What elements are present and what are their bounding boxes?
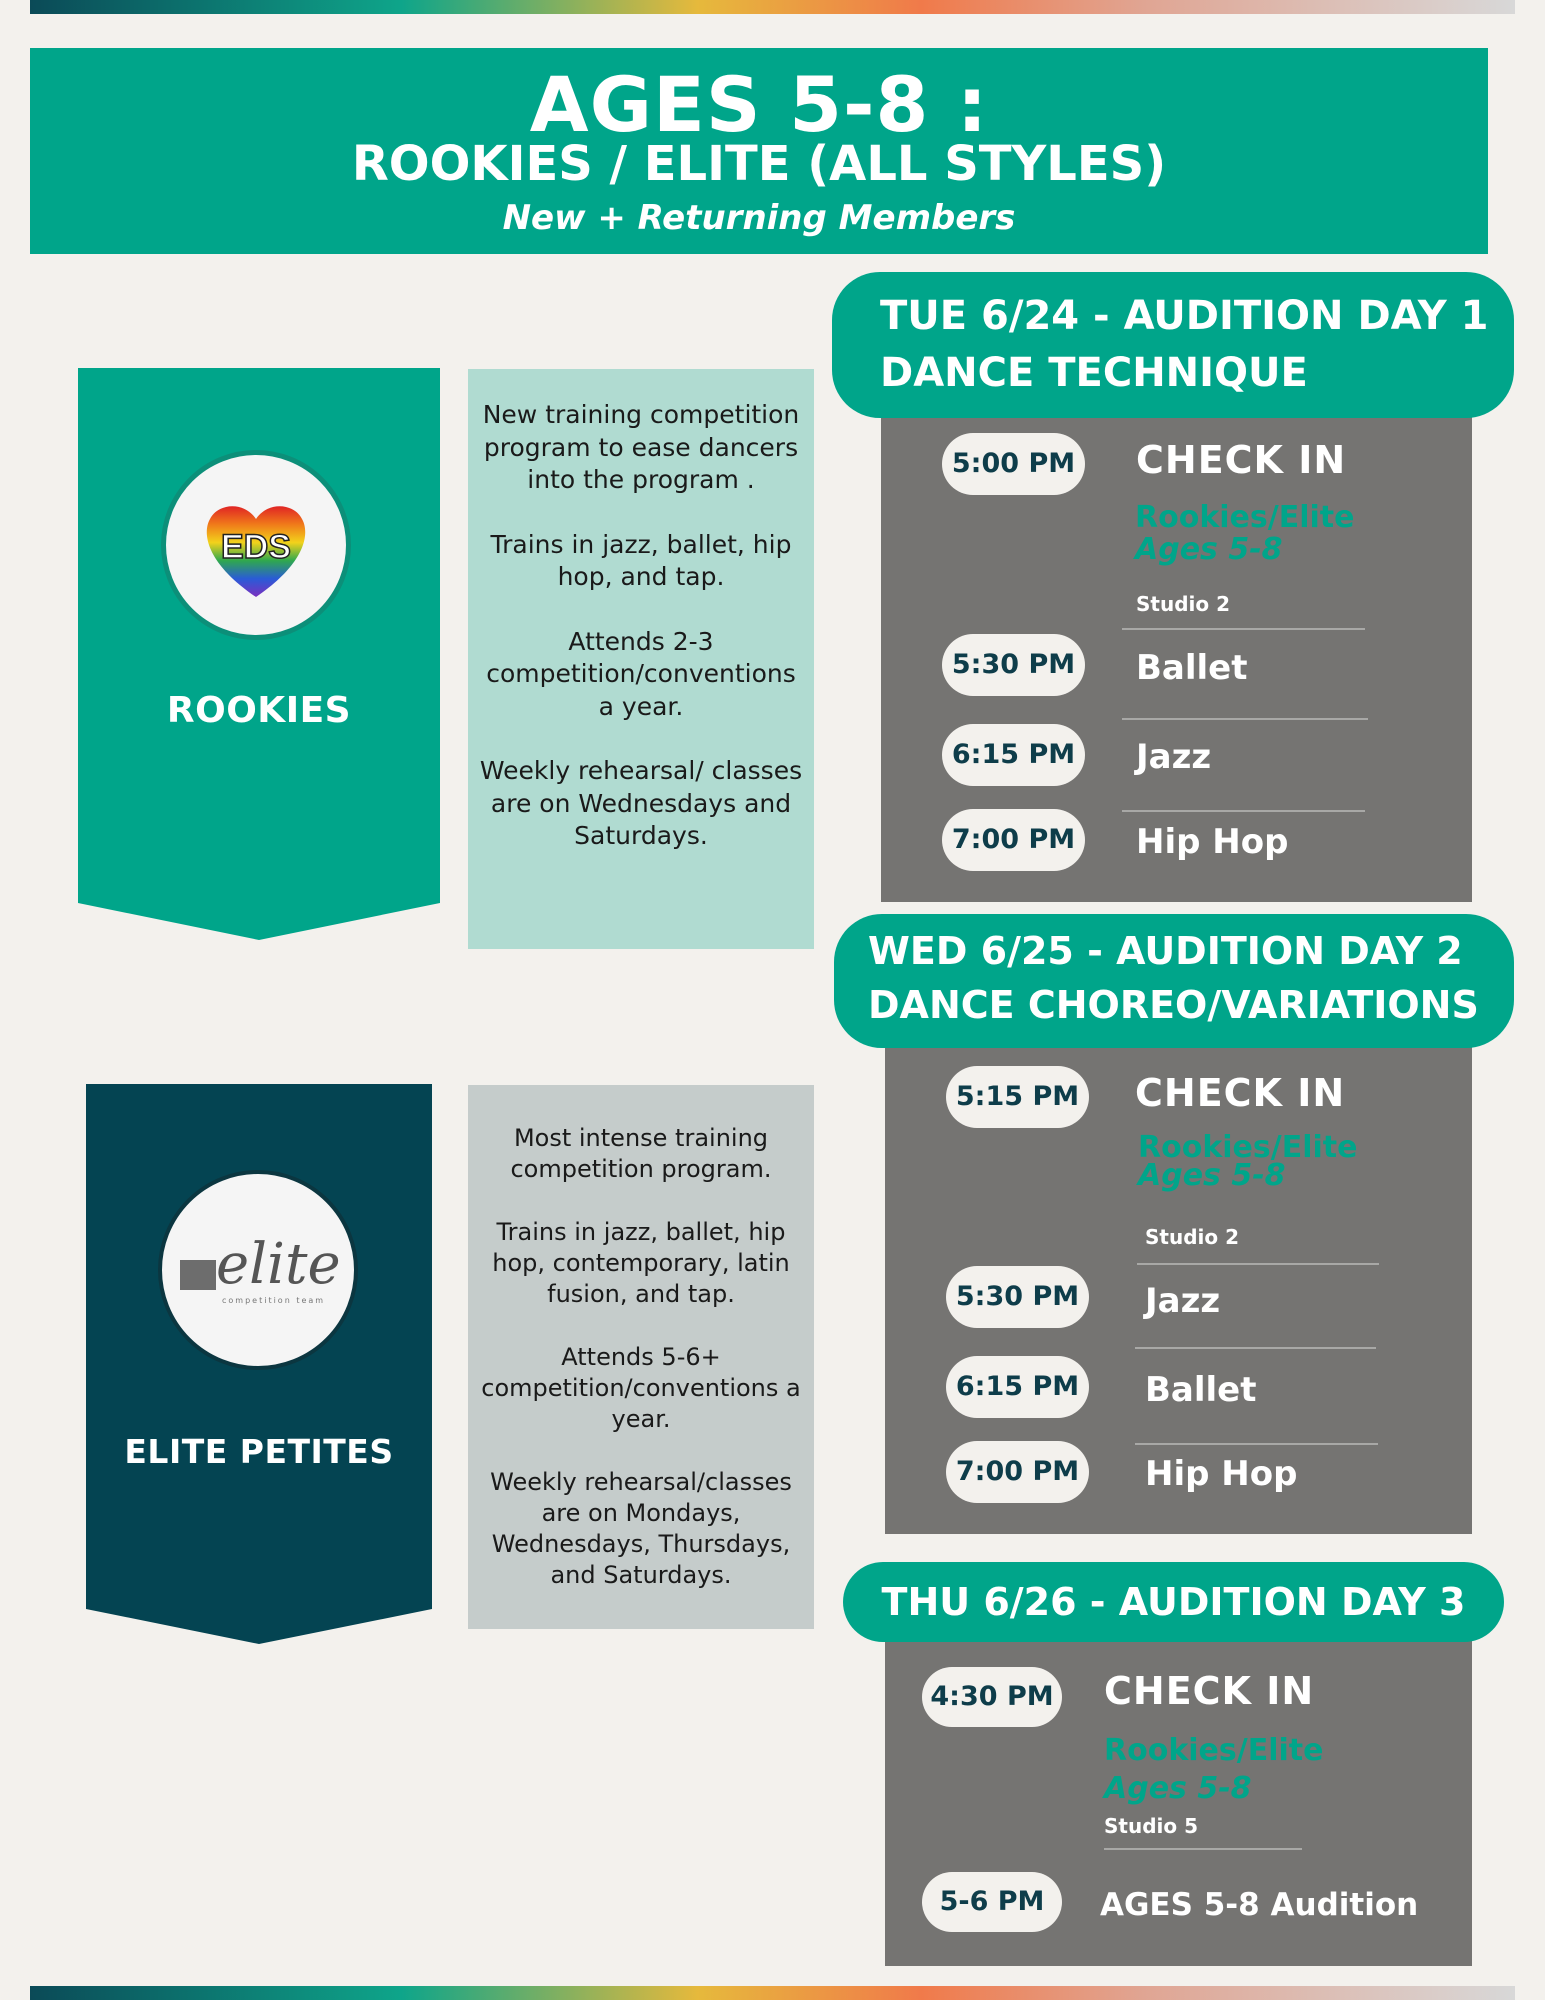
day3-studio: Studio 5 — [1104, 1814, 1198, 1838]
elite-desc-1: Most intense training competition program. — [510, 1124, 772, 1183]
day2-class3-time: 7:00 PM — [946, 1441, 1089, 1503]
day3-class1-name: AGES 5-8 Audition — [1100, 1887, 1419, 1923]
rookies-banner — [78, 368, 440, 940]
day1-class2-name: Jazz — [1136, 737, 1212, 777]
day1-divider-2 — [1122, 718, 1368, 720]
day3-heading-line1: THU 6/26 - AUDITION DAY 3 — [881, 1580, 1466, 1624]
day2-group-line2: Ages 5-8 — [1138, 1158, 1286, 1193]
day3-checkin-label: CHECK IN — [1104, 1669, 1315, 1713]
page-subtitle: ROOKIES / ELITE (ALL STYLES) — [351, 136, 1167, 192]
day1-heading — [832, 272, 1514, 418]
rookies-label: ROOKIES — [166, 690, 352, 731]
day2-class3-name: Hip Hop — [1145, 1454, 1298, 1494]
page-header — [30, 48, 1488, 254]
day1-studio: Studio 2 — [1136, 592, 1230, 616]
rookies-desc-3: Attends 2-3 competition/conventions a year. — [486, 626, 796, 721]
page-tagline: New + Returning Members — [502, 198, 1016, 238]
day1-class1-name: Ballet — [1136, 648, 1248, 688]
day1-divider-1 — [1122, 628, 1365, 630]
elite-logo-mark-icon — [180, 1260, 216, 1290]
day3-group-line2: Ages 5-8 — [1104, 1771, 1252, 1806]
elite-desc-3: Attends 5-6+ competition/conventions a year. — [481, 1343, 801, 1433]
rookies-logo-text: EDS — [221, 528, 291, 566]
day1-heading-line1: TUE 6/24 - AUDITION DAY 1 — [880, 293, 1489, 339]
day2-class1-time: 5:30 PM — [946, 1266, 1089, 1328]
day1-class3-time: 7:00 PM — [942, 809, 1085, 871]
day1-checkin-label: CHECK IN — [1136, 438, 1347, 482]
day2-divider-3 — [1135, 1443, 1378, 1445]
day1-divider-3 — [1122, 810, 1365, 812]
rookies-description — [468, 369, 814, 949]
day2-divider-2 — [1135, 1347, 1376, 1349]
day2-class1-name: Jazz — [1145, 1281, 1221, 1321]
day3-checkin-time: 4:30 PM — [922, 1667, 1062, 1727]
elite-desc-2: Trains in jazz, ballet, hip hop, contemporary, latin fusion, and tap. — [492, 1218, 790, 1308]
day1-checkin-time: 5:00 PM — [942, 433, 1085, 495]
elite-desc-4: Weekly rehearsal/classes are on Mondays, Wednesdays, Thursdays, and Saturdays. — [490, 1468, 792, 1589]
day2-class2-time: 6:15 PM — [946, 1356, 1089, 1418]
bottom-gradient-bar — [30, 1986, 1515, 2000]
day3-group-line1: Rookies/Elite — [1104, 1733, 1324, 1768]
day2-heading-line2: DANCE CHOREO/VARIATIONS — [868, 983, 1479, 1027]
day1-group-line1: Rookies/Elite — [1135, 500, 1355, 535]
day2-divider-1 — [1137, 1263, 1379, 1265]
day1-group-line2: Ages 5-8 — [1135, 532, 1283, 567]
rookies-logo — [161, 450, 351, 640]
elite-logo — [158, 1170, 358, 1370]
page-title: AGES 5-8 : — [529, 60, 989, 149]
day2-checkin-label: CHECK IN — [1135, 1071, 1346, 1115]
day2-checkin-time: 5:15 PM — [946, 1066, 1089, 1128]
day2-studio: Studio 2 — [1145, 1225, 1239, 1249]
day3-divider-1 — [1104, 1848, 1302, 1850]
elite-description — [468, 1085, 814, 1629]
day3-class1-time: 5-6 PM — [922, 1872, 1062, 1932]
elite-logo-text: elite — [216, 1232, 341, 1297]
day3-group — [1104, 1732, 1323, 1808]
day1-class1-time: 5:30 PM — [942, 634, 1085, 696]
day1-class3-name: Hip Hop — [1136, 822, 1289, 862]
day2-class2-name: Ballet — [1145, 1370, 1257, 1410]
day2-heading — [834, 914, 1514, 1048]
rainbow-heart-icon — [166, 455, 346, 635]
day3-heading — [843, 1562, 1504, 1642]
elite-banner — [86, 1084, 432, 1644]
top-gradient-bar — [30, 0, 1515, 14]
rookies-desc-4: Weekly rehearsal/ classes are on Wednesdays and Saturdays. — [479, 756, 803, 850]
elite-logo-subtext: competition team — [222, 1296, 326, 1305]
rookies-desc-2: Trains in jazz, ballet, hip hop, and tap. — [490, 529, 792, 591]
day2-group-line1: Rookies/Elite — [1138, 1130, 1358, 1165]
day1-class2-time: 6:15 PM — [942, 724, 1085, 786]
day1-heading-line2: DANCE TECHNIQUE — [880, 350, 1308, 396]
day2-heading-line1: WED 6/25 - AUDITION DAY 2 — [868, 929, 1463, 973]
rookies-desc-1: New training competition program to ease dancers into the program . — [482, 400, 800, 494]
day1-group — [1135, 502, 1354, 566]
day2-group — [1138, 1130, 1358, 1193]
elite-label: ELITE PETITES — [124, 1432, 394, 1471]
